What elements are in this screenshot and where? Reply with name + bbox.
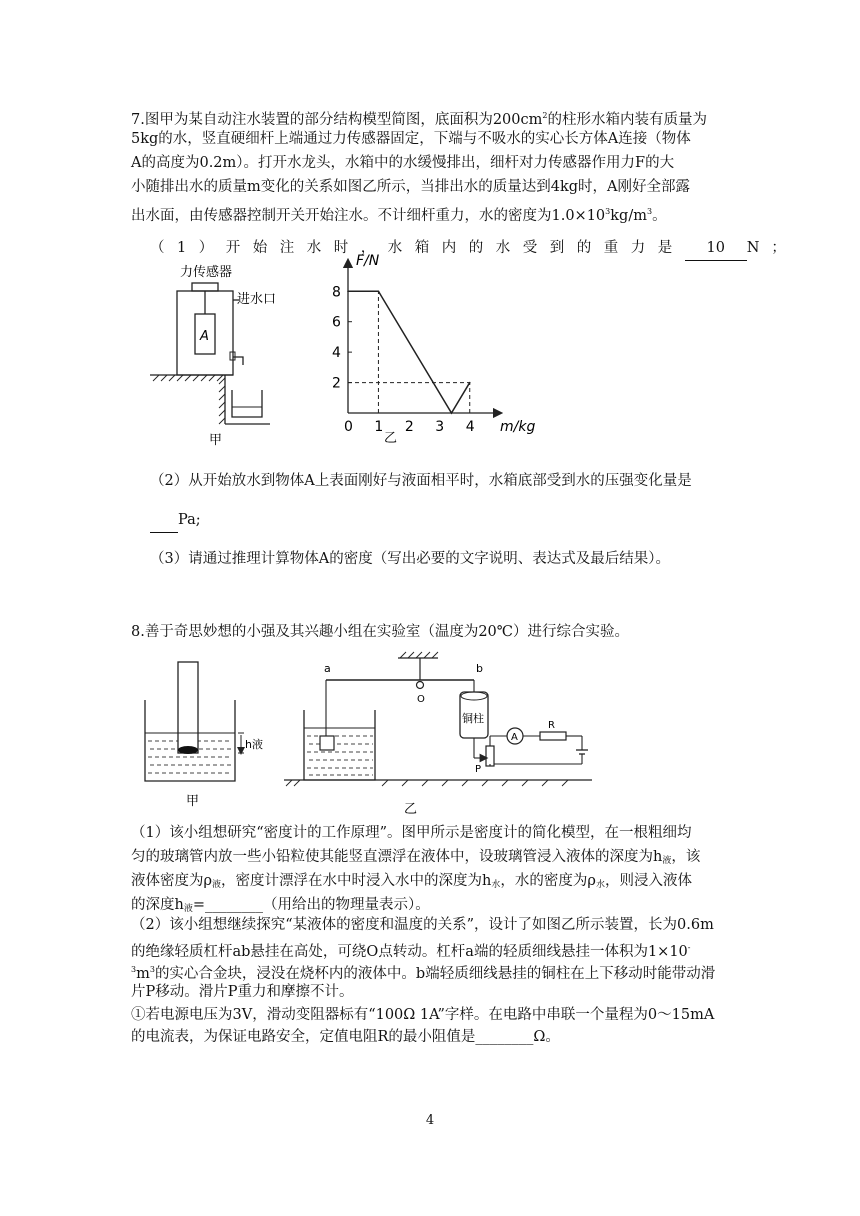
rheostat [486, 746, 494, 766]
q8-figure-jia-caption: 甲 [186, 794, 200, 809]
end-b-label: b [476, 662, 483, 675]
h-liquid-label: h液 [245, 738, 263, 751]
q7-stem-line1: 7.图甲为某自动注水装置的部分结构模型简图，底面积为$200cm^2$的柱形水箱内装有质量为 [131, 111, 707, 128]
q7-sub2-line1: （2）从开始放水到物体A上表面刚好与液面相平时，水箱底部受到水的压强变化量是 [150, 473, 692, 489]
inlet-label: 进水口 [237, 292, 277, 307]
y-tick-label: 4 [332, 345, 341, 362]
x-tick-label: 3 [435, 419, 445, 435]
q8-sub2-line1: （2）该小组想继续探究“某液体的密度和温度的关系”，设计了如图乙所示装置，长为0.6m [131, 917, 714, 933]
end-a-label: a [324, 662, 331, 675]
chart-dashed-guides [348, 291, 470, 413]
x-tick-label: 1 [374, 419, 384, 435]
q8-sub1-line2: 匀的玻璃管内放一些小铅粒使其能竖直漂浮在液体中，设玻璃管浸入液体的深度为$h_液$，该 [131, 849, 701, 866]
figure-jia-caption: 甲 [209, 433, 223, 448]
page-number: 4 [425, 1113, 435, 1128]
q8-figure-jia [140, 662, 280, 812]
data-point [347, 290, 349, 292]
q7-sub1: （1）开始注水时，水箱内的水受到的重力是 10 N； [150, 237, 798, 261]
q7-figure-jia [145, 262, 285, 452]
slider-p-label: P [475, 764, 482, 775]
figure-yi-caption: 乙 [384, 431, 398, 446]
data-point [469, 382, 471, 384]
y-tick-label: 6 [332, 314, 341, 331]
block-a-label: A [200, 329, 209, 344]
y-axis-label: F/N [356, 253, 380, 269]
copper-label: 铜柱 [462, 712, 484, 725]
pivot-o-label: O [417, 694, 425, 705]
q8-sub2-line2: 的绝缘轻质杠杆ab悬挂在高处，可绕O点转动。杠杆a端的轻质细线悬挂一体积为1×10- [131, 943, 691, 960]
x-tick-label: 4 [465, 419, 475, 435]
resistor-r [540, 732, 566, 740]
q8-figure-yi [282, 650, 602, 820]
x-tick-label: 2 [404, 419, 414, 435]
q7-stem-line3: A的高度为0.2m）。打开水龙头，水箱中的水缓慢排出，细杆对力传感器作用力F的大 [131, 155, 675, 171]
q8-sub2-line6: 的电流表，为保证电路安全，定值电阻R的最小阻值是________Ω。 [131, 1029, 560, 1045]
ammeter-label: A [511, 732, 518, 743]
alloy-block [320, 736, 334, 750]
q7-stem-line2: 5kg的水，竖直硬细杆上端通过力传感器固定，下端与不吸水的实心长方体A连接（物体 [131, 131, 691, 147]
q7-chart-yi [320, 253, 536, 456]
y-tick-label: 8 [332, 284, 341, 301]
data-point [378, 290, 380, 292]
q7-stem-line5: 出水面，由传感器控制开关开始注水。不计细杆重力，水的密度为$1.0\times 10^3kg/m^3$。 [131, 207, 667, 224]
sensor-label: 力传感器 [180, 265, 233, 280]
q8-stem: 8.善于奇思妙想的小强及其兴趣小组在实验室（温度为20℃）进行综合实验。 [131, 624, 630, 640]
q7-sub1-answer: 10 [685, 237, 747, 261]
chart-axes [348, 253, 535, 435]
q8-sub1-line3: 液体密度为$\rho_液$，密度计漂浮在水中时浸入水中的深度为$h_水$，水的密度为$\rho_水$，则浸入液体 [131, 873, 692, 890]
q8-sub2-line5: ①若电源电压为3V，滑动变阻器标有“100Ω 1A”字样。在电路中串联一个量程为0～15mA [131, 1007, 715, 1023]
x-axis-label: m/kg [500, 419, 536, 435]
y-tick-label: 2 [332, 375, 341, 392]
q8-sub2-line3: $^3m^3$的实心合金块，浸没在烧杯内的液体中。b端轻质细线悬挂的铜柱在上下移动时能带动滑 [131, 965, 716, 982]
series-line [348, 291, 470, 413]
chart-series [347, 290, 470, 413]
resistor-label: R [548, 720, 555, 731]
q7-sub2-line2: Pa; [150, 509, 201, 533]
q8-figure-yi-caption: 乙 [404, 802, 418, 817]
x-tick-label: 0 [344, 419, 353, 435]
q7-stem-line4: 小随排出水的质量m变化的关系如图乙所示，当排出水的质量达到4kg时，A刚好全部露 [131, 179, 691, 195]
q8-sub1-line4: 的深度$h_液=\_\_\_\_\_\_\_\_$（用给出的物理量表示）。 [131, 897, 430, 914]
q7-sub3: （3）请通过推理计算物体A的密度（写出必要的文字说明、表达式及最后结果）。 [150, 551, 670, 567]
q8-sub2-line4: 片P移动。滑片P重力和摩擦不计。 [131, 984, 354, 1000]
data-point [451, 412, 453, 414]
q8-sub1-line1: （1）该小组想研究“密度计的工作原理”。图甲所示是密度计的简化模型，在一根粗细均 [131, 825, 692, 841]
q7-sub2-blank [150, 509, 178, 533]
